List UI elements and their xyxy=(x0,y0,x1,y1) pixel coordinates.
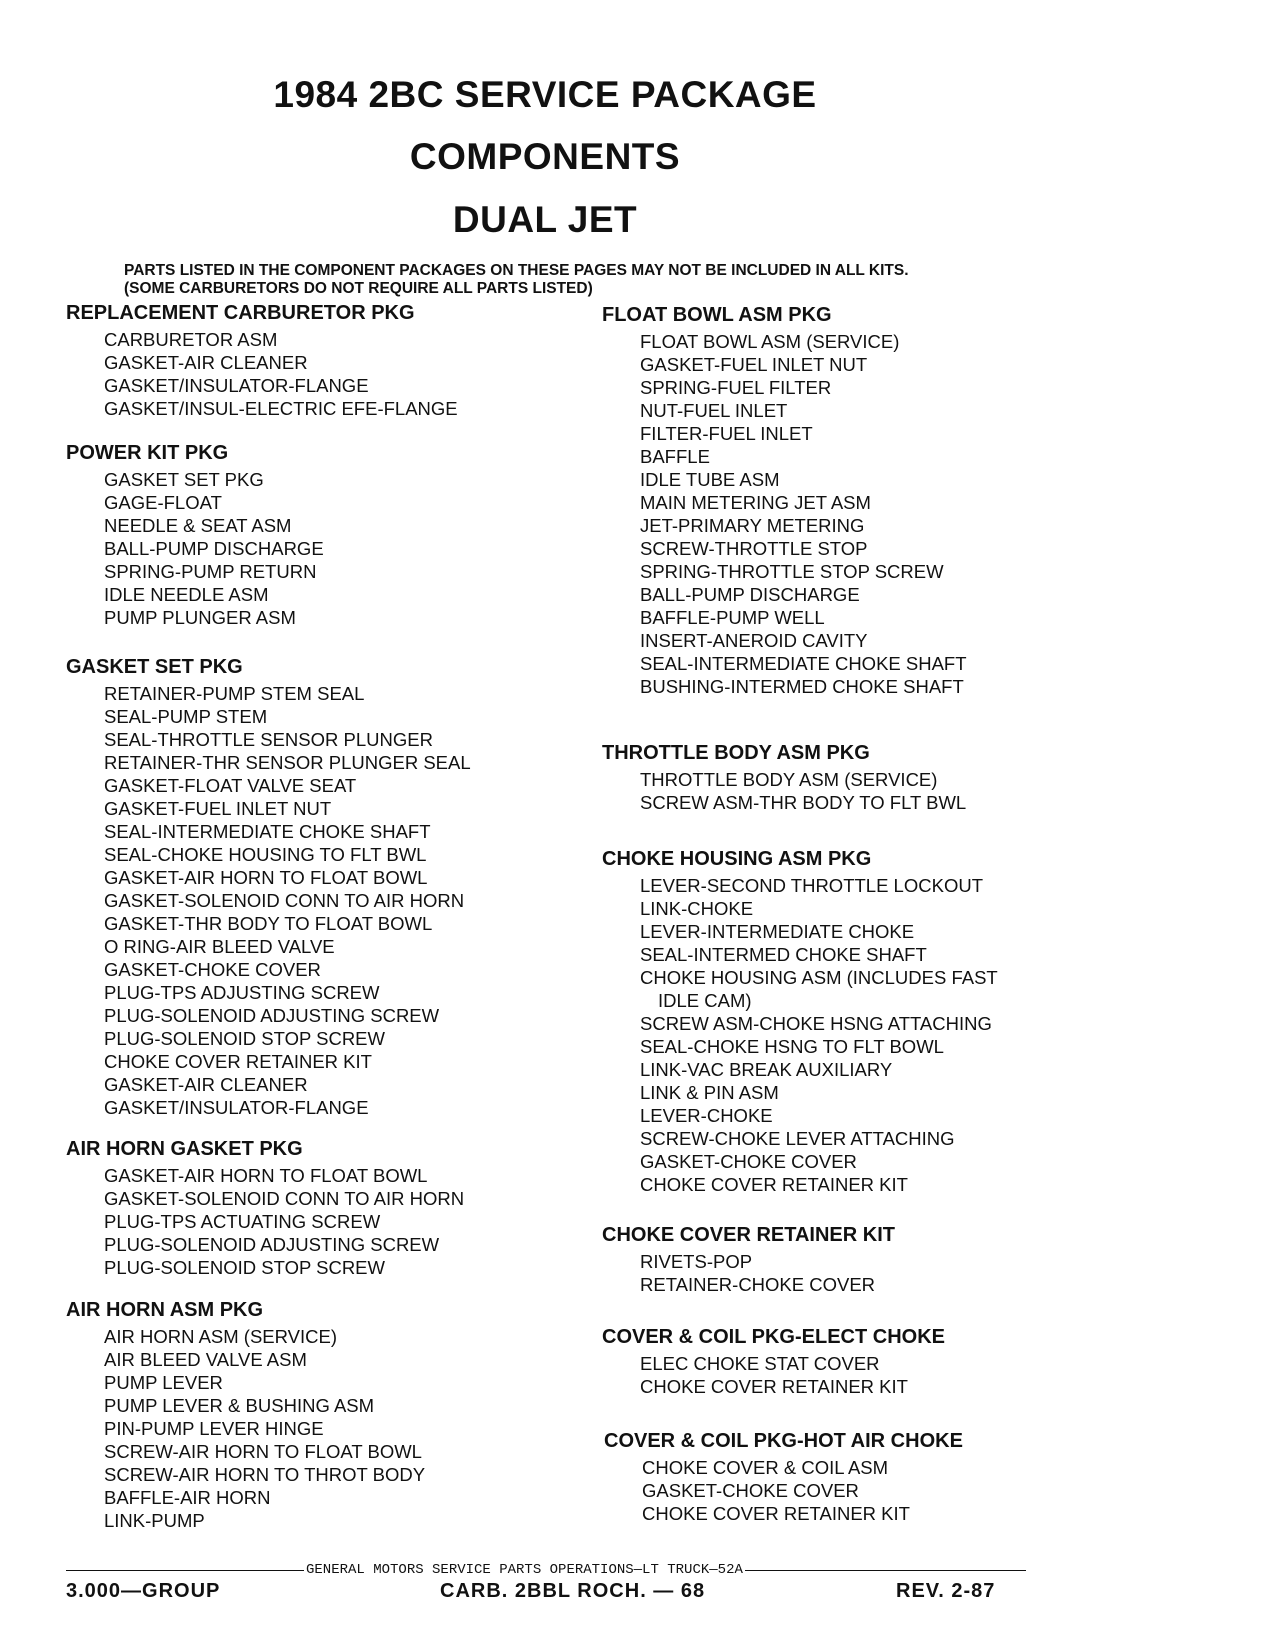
list-item: SEAL-INTERMEDIATE CHOKE SHAFT xyxy=(104,821,431,842)
section-heading: FLOAT BOWL ASM PKG xyxy=(602,304,832,326)
list-item: LINK & PIN ASM xyxy=(640,1082,779,1103)
list-item: AIR BLEED VALVE ASM xyxy=(104,1349,307,1370)
list-item: IDLE TUBE ASM xyxy=(640,469,780,490)
section-choke-cover-retainer-kit xyxy=(602,1222,895,1296)
section-cover-coil-pkg-elect-choke xyxy=(602,1324,945,1398)
section-power-kit-pkg xyxy=(66,440,324,629)
section-gasket-set-pkg xyxy=(66,654,471,1119)
list-item: GASKET-SOLENOID CONN TO AIR HORN xyxy=(104,1188,465,1209)
section-replacement-carburetor-pkg xyxy=(66,300,458,420)
list-item: BUSHING-INTERMED CHOKE SHAFT xyxy=(640,676,964,697)
list-item: PUMP LEVER xyxy=(104,1372,223,1393)
list-item: SEAL-INTERMEDIATE CHOKE SHAFT xyxy=(640,653,967,674)
title-line-2: COMPONENTS xyxy=(409,136,681,177)
section-heading: THROTTLE BODY ASM PKG xyxy=(602,742,870,764)
list-item: GASKET-THR BODY TO FLOAT BOWL xyxy=(104,913,433,934)
section-heading: AIR HORN GASKET PKG xyxy=(66,1138,303,1160)
section-heading: CHOKE COVER RETAINER KIT xyxy=(602,1224,895,1246)
list-item: SCREW ASM-THR BODY TO FLT BWL xyxy=(640,792,967,813)
list-item: SEAL-CHOKE HSNG TO FLT BOWL xyxy=(640,1036,944,1057)
list-item: PLUG-TPS ADJUSTING SCREW xyxy=(104,982,380,1003)
list-item: SPRING-THROTTLE STOP SCREW xyxy=(640,561,944,582)
list-item: SEAL-CHOKE HOUSING TO FLT BWL xyxy=(104,844,427,865)
list-item: PLUG-SOLENOID STOP SCREW xyxy=(104,1028,385,1049)
list-item: BAFFLE-AIR HORN xyxy=(104,1487,271,1508)
list-item: SEAL-THROTTLE SENSOR PLUNGER xyxy=(104,729,433,750)
list-item: PUMP LEVER & BUSHING ASM xyxy=(104,1395,375,1416)
list-item: LINK-PUMP xyxy=(104,1510,205,1531)
list-item: NEEDLE & SEAT ASM xyxy=(104,515,292,536)
list-item: GASKET-AIR CLEANER xyxy=(104,352,308,373)
list-item: GASKET/INSULATOR-FLANGE xyxy=(104,375,369,396)
item-list xyxy=(642,1456,963,1525)
list-item: SPRING-PUMP RETURN xyxy=(104,561,317,582)
list-item: LEVER-INTERMEDIATE CHOKE xyxy=(640,921,915,942)
title-line-3: DUAL JET xyxy=(452,199,638,240)
list-item: CHOKE COVER RETAINER KIT xyxy=(104,1051,372,1072)
footer-center-line: GENERAL MOTORS SERVICE PARTS OPERATIONS—LT TRUCK—52A xyxy=(306,1562,743,1578)
section-heading: COVER & COIL PKG-ELECT CHOKE xyxy=(602,1326,945,1348)
list-item: GASKET/INSULATOR-FLANGE xyxy=(104,1097,369,1118)
item-list xyxy=(640,1352,945,1398)
list-item: SCREW ASM-CHOKE HSNG ATTACHING xyxy=(640,1013,992,1034)
list-item: SCREW-AIR HORN TO FLOAT BOWL xyxy=(104,1441,422,1462)
list-item: GASKET-CHOKE COVER xyxy=(104,959,321,980)
list-item: GASKET SET PKG xyxy=(104,469,264,490)
item-list xyxy=(640,1250,895,1296)
section-heading: COVER & COIL PKG-HOT AIR CHOKE xyxy=(604,1430,963,1452)
list-item: IDLE CAM) xyxy=(658,990,752,1011)
parts-note xyxy=(124,262,909,298)
list-item: FLOAT BOWL ASM (SERVICE) xyxy=(640,331,900,352)
list-item: BALL-PUMP DISCHARGE xyxy=(104,538,324,559)
section-choke-housing-asm-pkg xyxy=(602,846,998,1196)
list-item: RETAINER-CHOKE COVER xyxy=(640,1274,876,1295)
list-item: GASKET-AIR HORN TO FLOAT BOWL xyxy=(104,1165,428,1186)
section-air-horn-asm-pkg xyxy=(66,1297,425,1532)
footer-rule-left xyxy=(66,1570,304,1571)
section-throttle-body-asm-pkg xyxy=(602,740,966,814)
list-item: BAFFLE-PUMP WELL xyxy=(640,607,825,628)
item-list xyxy=(104,682,471,1119)
list-item: ELEC CHOKE STAT COVER xyxy=(640,1353,880,1374)
list-item: SEAL-INTERMED CHOKE SHAFT xyxy=(640,944,927,965)
list-item: RIVETS-POP xyxy=(640,1251,753,1272)
section-heading: GASKET SET PKG xyxy=(66,656,243,678)
list-item: GASKET-AIR CLEANER xyxy=(104,1074,308,1095)
list-item: GASKET-FUEL INLET NUT xyxy=(104,798,332,819)
item-list xyxy=(640,330,967,698)
list-item: SEAL-PUMP STEM xyxy=(104,706,268,727)
list-item: JET-PRIMARY METERING xyxy=(640,515,865,536)
section-heading: REPLACEMENT CARBURETOR PKG xyxy=(66,302,415,324)
list-item: NUT-FUEL INLET xyxy=(640,400,788,421)
item-list xyxy=(104,468,324,629)
list-item: PIN-PUMP LEVER HINGE xyxy=(104,1418,324,1439)
item-list xyxy=(104,1325,425,1532)
section-float-bowl-asm-pkg xyxy=(602,302,967,698)
list-item: RETAINER-PUMP STEM SEAL xyxy=(104,683,365,704)
section-heading: POWER KIT PKG xyxy=(66,442,229,464)
list-item: SPRING-FUEL FILTER xyxy=(640,377,832,398)
list-item: IDLE NEEDLE ASM xyxy=(104,584,269,605)
list-item: LINK-VAC BREAK AUXILIARY xyxy=(640,1059,893,1080)
list-item: CHOKE HOUSING ASM (INCLUDES FAST xyxy=(640,967,998,988)
list-item: SCREW-THROTTLE STOP xyxy=(640,538,868,559)
section-heading: CHOKE HOUSING ASM PKG xyxy=(602,848,872,870)
list-item: INSERT-ANEROID CAVITY xyxy=(640,630,868,651)
footer-rev: REV. 2-87 xyxy=(896,1580,996,1602)
list-item: AIR HORN ASM (SERVICE) xyxy=(104,1326,338,1347)
list-item: PLUG-SOLENOID STOP SCREW xyxy=(104,1257,385,1278)
note-line-1: PARTS LISTED IN THE COMPONENT PACKAGES ON THESE PAGES MAY NOT BE INCLUDED IN ALL KITS. xyxy=(124,262,909,279)
list-item: PLUG-TPS ACTUATING SCREW xyxy=(104,1211,381,1232)
list-item: RETAINER-THR SENSOR PLUNGER SEAL xyxy=(104,752,471,773)
list-item: GASKET-SOLENOID CONN TO AIR HORN xyxy=(104,890,465,911)
section-air-horn-gasket-pkg xyxy=(66,1136,464,1279)
item-list xyxy=(104,1164,464,1279)
list-item: BAFFLE xyxy=(640,446,710,467)
list-item: GASKET-FLOAT VALVE SEAT xyxy=(104,775,357,796)
list-item: LINK-CHOKE xyxy=(640,898,754,919)
list-item: GAGE-FLOAT xyxy=(104,492,222,513)
list-item: FILTER-FUEL INLET xyxy=(640,423,813,444)
item-list xyxy=(640,874,998,1196)
item-list xyxy=(104,328,458,420)
note-line-2: (SOME CARBURETORS DO NOT REQUIRE ALL PARTS LISTED) xyxy=(124,280,593,297)
list-item: CARBURETOR ASM xyxy=(104,329,278,350)
list-item: SCREW-AIR HORN TO THROT BODY xyxy=(104,1464,426,1485)
list-item: THROTTLE BODY ASM (SERVICE) xyxy=(640,769,938,790)
list-item: LEVER-SECOND THROTTLE LOCKOUT xyxy=(640,875,983,896)
section-cover-coil-pkg-hot-air-choke xyxy=(604,1428,963,1525)
item-list xyxy=(640,768,966,814)
list-item: SCREW-CHOKE LEVER ATTACHING xyxy=(640,1128,955,1149)
footer-rule-line xyxy=(66,1560,1026,1580)
list-item: PUMP PLUNGER ASM xyxy=(104,607,296,628)
list-item: GASKET-AIR HORN TO FLOAT BOWL xyxy=(104,867,428,888)
list-item: CHOKE COVER & COIL ASM xyxy=(642,1457,889,1478)
list-item: MAIN METERING JET ASM xyxy=(640,492,871,513)
footer-rule-right xyxy=(745,1570,1026,1571)
section-heading: AIR HORN ASM PKG xyxy=(66,1299,264,1321)
list-item: PLUG-SOLENOID ADJUSTING SCREW xyxy=(104,1005,440,1026)
list-item: CHOKE COVER RETAINER KIT xyxy=(642,1503,910,1524)
footer-page: CARB. 2BBL ROCH. — 68 xyxy=(440,1580,706,1602)
title-line-1: 1984 2BC SERVICE PACKAGE xyxy=(273,74,817,115)
list-item: GASKET-FUEL INLET NUT xyxy=(640,354,868,375)
footer-group: 3.000—GROUP xyxy=(66,1580,221,1602)
list-item: O RING-AIR BLEED VALVE xyxy=(104,936,335,957)
list-item: CHOKE COVER RETAINER KIT xyxy=(640,1174,908,1195)
list-item: CHOKE COVER RETAINER KIT xyxy=(640,1376,908,1397)
list-item: PLUG-SOLENOID ADJUSTING SCREW xyxy=(104,1234,440,1255)
list-item: GASKET/INSUL-ELECTRIC EFE-FLANGE xyxy=(104,398,458,419)
list-item: GASKET-CHOKE COVER xyxy=(640,1151,857,1172)
list-item: GASKET-CHOKE COVER xyxy=(642,1480,859,1501)
list-item: LEVER-CHOKE xyxy=(640,1105,773,1126)
list-item: BALL-PUMP DISCHARGE xyxy=(640,584,860,605)
